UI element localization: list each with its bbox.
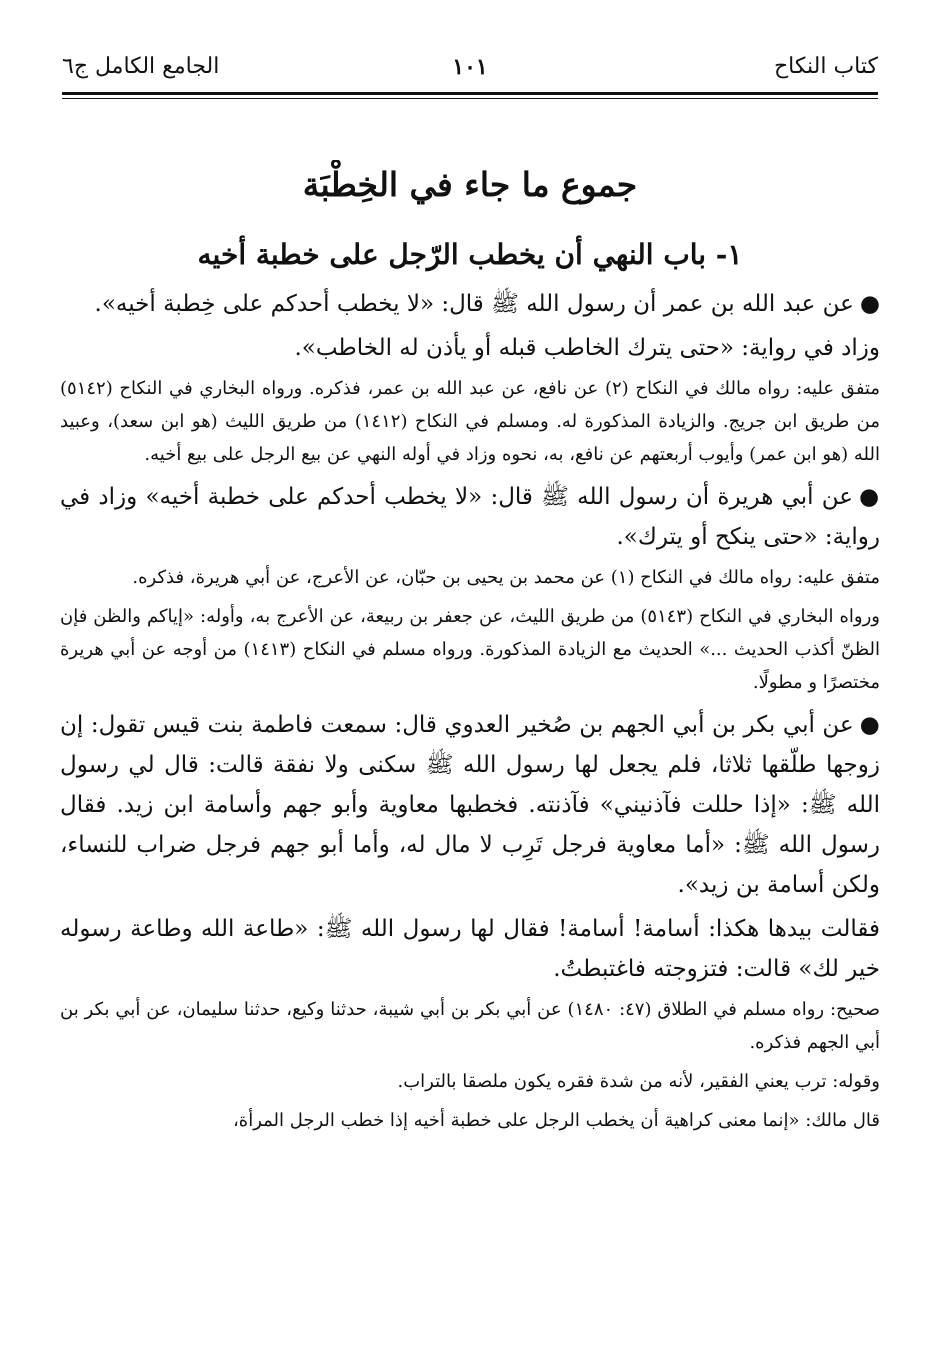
paragraph-text: عن عبد الله بن عمر أن رسول الله ﷺ قال: «لا يخطب أحدكم على خِطبة أخيه». <box>94 291 854 317</box>
takhrij-note: صحيح: رواه مسلم في الطلاق (٤٧: ١٤٨٠) عن أبي بكر بن أبي شيبة، حدثنا وكيع، حدثنا سليمان، عن أبي بكر بن أبي الجهم فذكره. <box>60 999 880 1053</box>
hadith-text <box>60 328 880 368</box>
header-chapter-name: كتاب النكاح <box>773 54 878 79</box>
page-body <box>60 160 880 1365</box>
header-rule-thick <box>62 92 878 95</box>
takhrij-note: ورواه البخاري في النكاح (٥١٤٣) من طريق الليث، عن جعفر بن ربيعة، عن الأعرج به، وأوله: «إياكم والظن فإن الظنّ أكذب الحديث ...» الحديث مع الزيادة المذكورة. ورواه مسلم في النكاح (١٤١٣) من أوجه عن أبي هريرة مختصرًا و مطولًا. <box>60 606 880 693</box>
header-book-title: الجامع الكامل ج٦ <box>62 54 220 79</box>
bullet-icon: ● <box>859 483 880 510</box>
paragraph-text: وزاد في رواية: «حتى يترك الخاطب قبله أو يأذن له الخاطب». <box>294 335 880 361</box>
hadith-text <box>60 284 880 324</box>
bullet-icon: ● <box>859 711 880 738</box>
paragraph-text: فقالت بيدها هكذا: أسامة! أسامة! فقال لها رسول الله ﷺ: «طاعة الله وطاعة رسوله خير لك» قالت: فتزوجته فاغتبطتُ. <box>60 916 880 982</box>
takhrij-note: قال مالك: «إنما معنى كراهية أن يخطب الرجل على خطبة أخيه إذا خطب الرجل المرأة، <box>232 1110 880 1131</box>
hadith-text <box>60 705 880 905</box>
bullet-icon: ● <box>859 290 880 317</box>
running-header <box>62 52 878 90</box>
takhrij-note: متفق عليه: رواه مالك في النكاح (٢) عن نافع، عن عبد الله بن عمر، فذكره. ورواه البخاري في النكاح (٥١٤٢) من طريق ابن جريج. والزيادة المذكورة له. ومسلم في النكاح (١٤١٢) من طريق الليث (هو ابن سعد)، وعبيد الله (هو ابن عمر) وأيوب أربعتهم عن نافع، به، نحوه وزاد في أوله النهي عن بيع الرجل على بيع أخيه. <box>60 378 880 465</box>
section-title: جموع ما جاء في الخِطْبَة <box>302 165 638 204</box>
hadith-text <box>60 909 880 989</box>
chapter-heading: ١- باب النهي أن يخطب الرّجل على خطبة أخيه <box>197 238 743 271</box>
header-rule-thin <box>62 98 878 99</box>
paragraph-text: عن أبي هريرة أن رسول الله ﷺ قال: «لا يخطب أحدكم على خطبة أخيه» وزاد في رواية: «حتى ينكح أو يترك». <box>60 484 880 550</box>
page-number: ١٠١ <box>452 54 488 80</box>
paragraph-text: عن أبي بكر بن أبي الجهم بن صُخير العدوي قال: سمعت فاطمة بنت قيس تقول: إن زوجها طلّقها ثلاثا، فلم يجعل لها رسول الله ﷺ سكنى ولا نفقة قالت: قال لي رسول الله ﷺ: «إذا حللت فآذنيني» فآذنته. فخطبها معاوية وأبو جهم وأسامة ابن زيد. فقال رسول الله ﷺ: «أما معاوية فرجل تَرِب لا مال له، وأما أبو جهم فرجل ضراب للنساء، ولكن أسامة بن زيد». <box>60 712 880 898</box>
takhrij-note: وقوله: ترب يعني الفقير، لأنه من شدة فقره يكون ملصقا بالتراب. <box>397 1071 880 1092</box>
hadith-text <box>60 477 880 557</box>
takhrij-note: متفق عليه: رواه مالك في النكاح (١) عن محمد بن يحيى بن حبّان، عن الأعرج، عن أبي هريرة، فذكره. <box>132 567 880 588</box>
